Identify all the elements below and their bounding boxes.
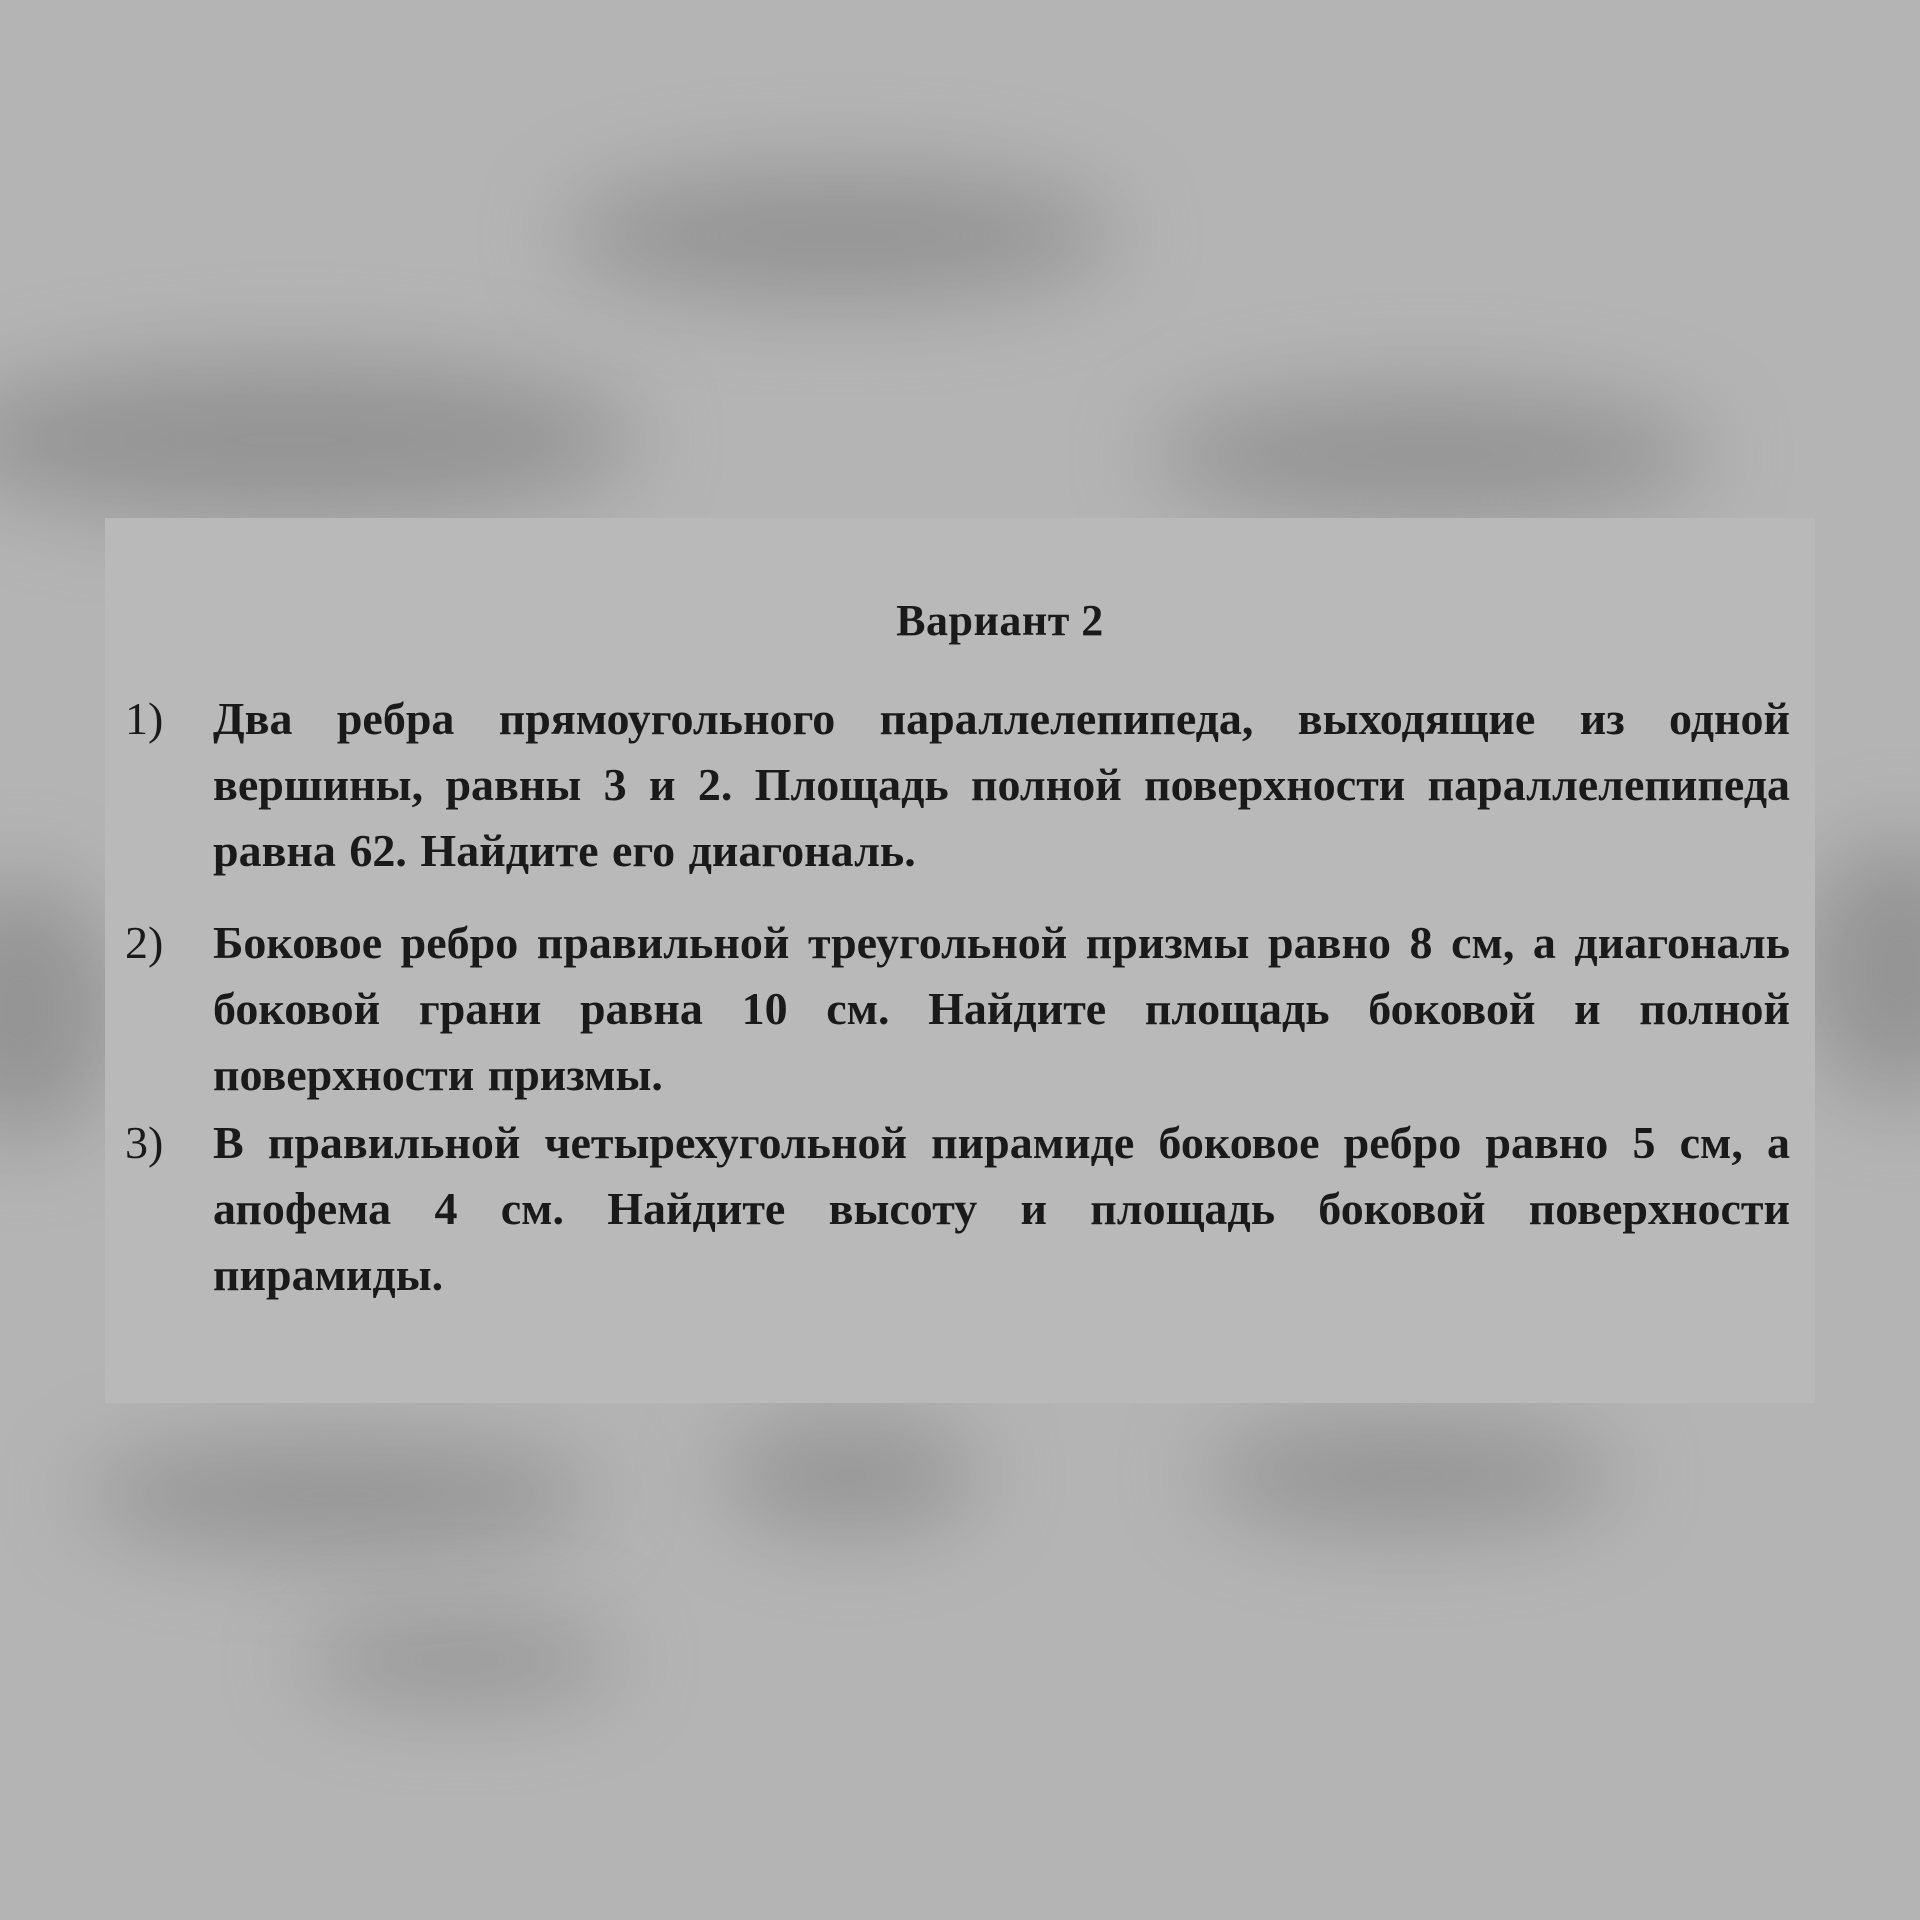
background-blur-shape	[560, 170, 1120, 300]
problem-text: Боковое ребро правильной треугольной призмы равно 8 см, а диагональ боковой грани равна 10 см. Найдите площадь боковой и полной поверхности призмы.	[213, 917, 1790, 1100]
background-blur-shape	[300, 1620, 620, 1700]
problem-text: Два ребра прямоугольного параллелепипеда, выходящие из одной вершины, равны 3 и 2. Площадь полной поверхности параллелепипеда равна 62. Найдите его диагональ.	[213, 693, 1790, 876]
background-blur-shape	[80, 1440, 600, 1550]
problem-number: 1)	[125, 693, 164, 744]
problem-number: 3)	[125, 1117, 164, 1168]
background-blur-shape	[0, 360, 640, 520]
problem-number: 2)	[125, 917, 164, 968]
problem-text: В правильной четырехугольной пирамиде боковое ребро равно 5 см, а апофема 4 см. Найдите высоту и площадь боковой поверхности пирамиды.	[213, 1117, 1790, 1300]
task-sheet	[105, 518, 1815, 1403]
background-blur-shape	[1200, 1420, 1620, 1530]
background-blur-shape	[1150, 390, 1710, 520]
background-blur-shape	[0, 880, 120, 1140]
background-blur-shape	[720, 1420, 980, 1530]
variant-title: Вариант 2	[896, 596, 1104, 645]
background-blur-shape	[1800, 840, 1920, 1100]
